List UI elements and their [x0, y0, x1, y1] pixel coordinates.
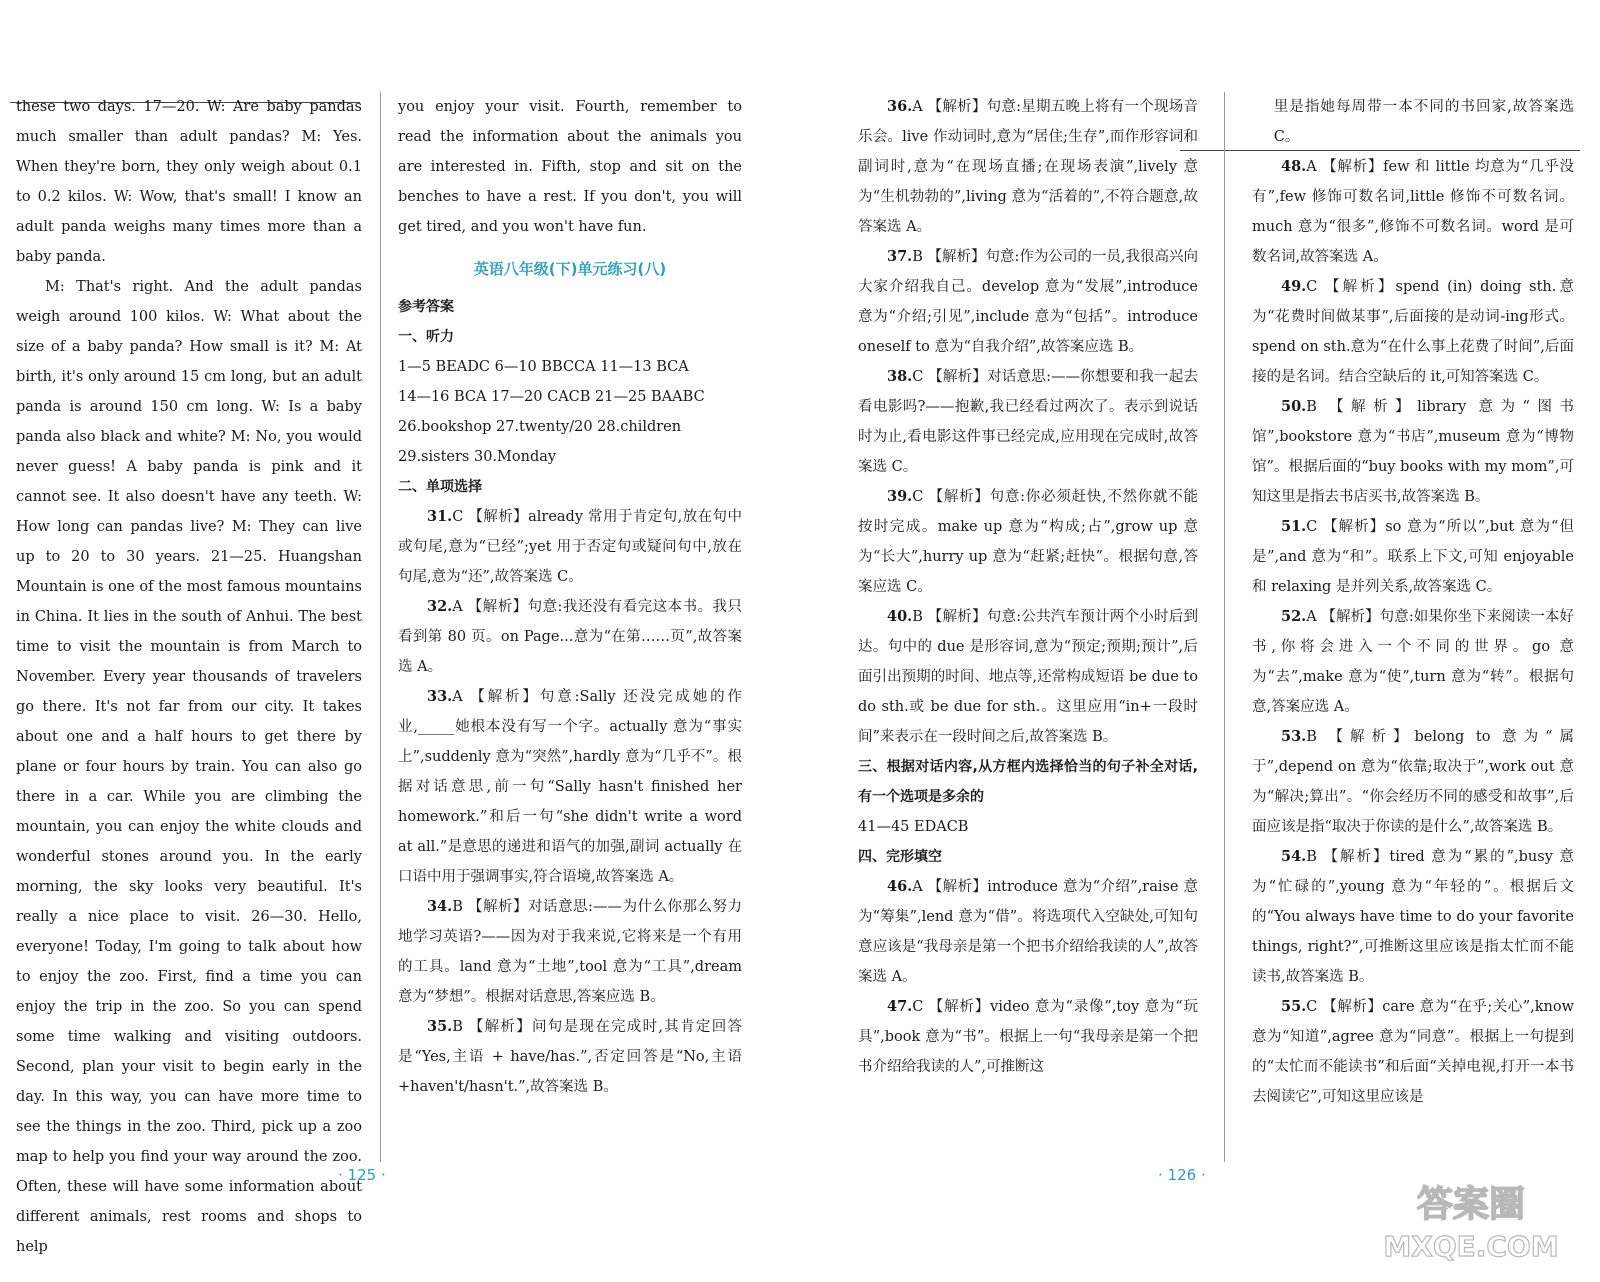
- reference-label: 参考答案: [398, 299, 454, 315]
- item-text: B 【解析】belong to 意为“属于”,depend on 意为“依靠;取决于”,work out 意为“解决;算出”。“你会经历不同的感受和故事”,后面应该是指“取决于你读的是什么”,故答案选 B。: [1252, 729, 1574, 835]
- item-text: B 【解析】句意:公共汽车预计两个小时后到达。句中的 due 是形容词,意为“预定;预期;预计”,后面引出预期的时间、地点等,还常构成短语 be due to do sth.或 be due for sth.。这里应用“in+一段时间”来表示在一段时间之后,故答案选 B。: [858, 609, 1198, 745]
- item-text: A 【解析】句意:星期五晚上将有一个现场音乐会。live 作动词时,意为“居住;生存”,而作形容词和副词时,意为“在现场直播;在现场表演”,lively 意为“生机勃勃的”,living 意为“活着的”,不符合题意,故答案选 A。: [858, 99, 1198, 235]
- item-text: A 【解析】introduce 意为“介绍”,raise 意为“筹集”,lend 意为“借”。将选项代入空缺处,可知句意应该是“我母亲是第一个把书介绍给我读的人”,故答案选 A。: [858, 879, 1198, 985]
- answer-item: [858, 482, 1198, 602]
- left-page-column-1: [16, 92, 362, 1255]
- answer-item: [1252, 152, 1574, 272]
- unit-title: 英语八年级(下)单元练习(八): [473, 260, 667, 278]
- listening-answer-row: 1—5 BEADC 6—10 BBCCA 11—13 BCA: [398, 359, 689, 375]
- page-number-left-value: 125: [347, 1166, 377, 1184]
- item-text: C 【解析】already 常用于肯定句,放在句中或句尾,意为“已经”;yet 用于否定句或疑问句中,放在句尾,意为“还”,故答案选 C。: [398, 509, 742, 585]
- item-text: C 【解析】care 意为“在乎;关心”,know 意为“知道”,agree 意为“同意”。根据上一句提到的“太忙而不能读书”和后面“关掉电视,打开一本书去阅读它”,可知这里应该是: [1252, 999, 1574, 1105]
- page-number-right-value: 126: [1167, 1166, 1197, 1184]
- item-number: 32.: [427, 598, 453, 615]
- item-text: B 【解析】tired 意为“累的”,busy 意为“忙碌的”,young 意为“年轻的”。根据后文的“You always have time to do your favorite things, right?”,可推断这里应该是指太忙而不能读书,故答案选 B。: [1252, 849, 1574, 985]
- item-number: 50.: [1281, 398, 1307, 415]
- item-number: 35.: [427, 1018, 453, 1035]
- item-number: 46.: [887, 878, 913, 895]
- left-page-column-2: [398, 92, 742, 1162]
- section-2-title: 二、单项选择: [398, 479, 482, 495]
- item-text: A 【解析】句意:我还没有看完这本书。我只看到第 80 页。on Page...意为“在第……页”,故答案选 A。: [398, 599, 742, 675]
- listening-script-para-1: these two days. 17—20. W: Are baby pandas much smaller than adult pandas? M: Yes. When they're born, they only weigh about 0.1 to 0.2 kilos. W: Wow, that's small! I know an adult panda weighs many times more than a baby panda.: [16, 99, 362, 265]
- continued-text: 里是指她每周带一本不同的书回家,故答案选 C。: [1273, 99, 1574, 145]
- listening-script-para-3: you enjoy your visit. Fourth, remember to read the information about the animals you are interested in. Fifth, stop and sit on the benches to have a rest. If you don't, you will get tired, and you won't have fun.: [398, 99, 742, 235]
- column-divider-left: [380, 92, 381, 1162]
- item-number: 53.: [1281, 728, 1307, 745]
- answer-item: [1252, 602, 1574, 722]
- watermark-graphic: [1366, 1174, 1576, 1264]
- listening-script-para-2: M: That's right. And the adult pandas weigh around 100 kilos. W: What about the size of a baby panda? How small is it? M: At birth, it's only around 15 cm long, but an adult panda is around 150 cm long. W: Is a baby panda also black and white? M: No, you would never guess! A baby panda is pink and it cannot see. It also doesn't have any teeth. W: How long can pandas live? M: They can live up to 20 to 30 years. 21—25. Huangshan Mountain is one of the most famous mountains in China. It lies in the south of Anhui. The best time to visit the mountain is from March to November. Every year thousands of travelers go there. It's not far from our city. It takes about one and a half hours to get there by plane or four hours by train. You can also go there in a car. While you are climbing the mountain, you can enjoy the white clouds and wonderful stones around you. In the early morning, the sky looks very beautiful. It's really a nice place to visit. 26—30. Hello, everyone! Today, I'm going to talk about how to enjoy the zoo. First, find a time you can enjoy the trip in the zoo. So you can spend some time walking and visiting outdoors. Second, plan your visit to begin early in the day. In this way, you can have more time to see the things in the zoo. Third, pick up a zoo map to help you find your way around the zoo. Often, these will have some information about different animals, rest rooms and shops to help: [16, 279, 362, 1255]
- item-number: 47.: [887, 998, 913, 1015]
- answer-item: [1252, 512, 1574, 602]
- answer-item: [398, 1012, 742, 1102]
- item-text: B 【解析】句意:作为公司的一员,我很高兴向大家介绍我自己。develop 意为“发展”,introduce 意为“介绍;引见”,include 意为“包括”。introduce oneself to 意为“自我介绍”,故答案应选 B。: [858, 249, 1198, 355]
- item-text: A 【解析】few 和 little 均意为“几乎没有”,few 修饰可数名词,little 修饰不可数名词。much 意为“很多”,修饰不可数名词。word 是可数名词,故答案选 A。: [1252, 159, 1574, 265]
- answer-item: [858, 602, 1198, 752]
- page-number-left: · 125 ·: [338, 1166, 386, 1184]
- answer-item: [1252, 842, 1574, 992]
- answer-item: [1252, 992, 1574, 1112]
- item-number: 34.: [427, 898, 453, 915]
- column-divider-right: [1224, 92, 1225, 1162]
- item-number: 38.: [887, 368, 913, 385]
- watermark-text-1: 答案圈: [1416, 1184, 1526, 1225]
- item-number: 40.: [887, 608, 913, 625]
- answer-item: [1252, 272, 1574, 392]
- item-number: 33.: [427, 688, 453, 705]
- section-1-title: 一、听力: [398, 329, 454, 345]
- answer-item: [398, 682, 742, 892]
- item-text: C 【解析】句意:你必须赶快,不然你就不能按时完成。make up 意为“构成;占”,grow up 意为“长大”,hurry up 意为“赶紧;赶快”。根据句意,答案应选 C。: [858, 489, 1198, 595]
- section-3-title: 三、根据对话内容,从方框内选择恰当的句子补全对话,有一个选项是多余的: [858, 759, 1198, 805]
- answer-item: [398, 892, 742, 1012]
- answer-item: [1252, 392, 1574, 512]
- item-number: 54.: [1281, 848, 1307, 865]
- item-number: 39.: [887, 488, 913, 505]
- listening-answer-row: 26.bookshop 27.twenty/20 28.children: [398, 419, 682, 435]
- item-text: A 【解析】句意:Sally 还没完成她的作业,_____她根本没有写一个字。actually 意为“事实上”,suddenly 意为“突然”,hardly 意为“几乎不”。根据对话意思,前一句“Sally hasn't finished her homework.”和后一句“she didn't write a word at all.”是意思的递进和语气的加强,副词 actually 在口语中用于强调事实,符合语境,故答案选 A。: [398, 689, 742, 885]
- watermark-logo: [1366, 1174, 1576, 1264]
- item-text: C 【解析】spend (in) doing sth.意为“花费时间做某事”,后面接的是动词-ing形式。spend on sth.意为“在什么事上花费了时间”,后面接的是名词。结合空缺后的 it,可知答案选 C。: [1252, 279, 1574, 385]
- section-4-title: 四、完形填空: [858, 849, 942, 865]
- answer-item: [858, 992, 1198, 1082]
- item-number: 37.: [887, 248, 913, 265]
- right-page-column-1: [858, 92, 1198, 1172]
- answer-item: [858, 362, 1198, 482]
- answer-item: [398, 502, 742, 592]
- item-text: B 【解析】问句是现在完成时,其肯定回答是“Yes,主语 + have/has.”,否定回答是“No,主语+haven't/hasn't.”,故答案选 B。: [398, 1019, 742, 1095]
- watermark-text-2: MXQE.COM: [1383, 1230, 1559, 1263]
- section-3-answer: 41—45 EDACB: [858, 819, 969, 835]
- item-number: 36.: [887, 98, 913, 115]
- answer-item: [858, 872, 1198, 992]
- item-text: B 【解析】library 意为“图书馆”,bookstore 意为“书店”,museum 意为“博物馆”。根据后面的“buy books with my mom”,可知这里是指去书店买书,故答案选 B。: [1252, 399, 1574, 505]
- answer-item: [858, 242, 1198, 362]
- answer-item: [398, 592, 742, 682]
- item-text: C 【解析】so 意为“所以”,but 意为“但是”,and 意为“和”。联系上下文,可知 enjoyable 和 relaxing 是并列关系,故答案选 C。: [1252, 519, 1574, 595]
- answer-item: [1252, 722, 1574, 842]
- right-page-column-2: [1252, 92, 1574, 1192]
- listening-answer-row: 29.sisters 30.Monday: [398, 449, 557, 465]
- listening-answer-row: 14—16 BCA 17—20 CACB 21—25 BAABC: [398, 389, 705, 405]
- item-number: 51.: [1281, 518, 1307, 535]
- item-text: C 【解析】对话意思:——你想要和我一起去看电影吗?——抱歉,我已经看过两次了。表示到说话时为止,看电影这件事已经完成,应用现在完成时,故答案选 C。: [858, 369, 1198, 475]
- item-number: 31.: [427, 508, 453, 525]
- item-number: 48.: [1281, 158, 1307, 175]
- item-number: 49.: [1281, 278, 1307, 295]
- item-number: 52.: [1281, 608, 1307, 625]
- item-text: C 【解析】video 意为“录像”,toy 意为“玩具”,book 意为“书”。根据上一句“我母亲是第一个把书介绍给我读的人”,可推断这: [858, 999, 1198, 1075]
- item-number: 55.: [1281, 998, 1307, 1015]
- item-text: B 【解析】对话意思:——为什么你那么努力地学习英语?——因为对于我来说,它将来是一个有用的工具。land 意为“土地”,tool 意为“工具”,dream 意为“梦想”。根据对话意思,答案应选 B。: [398, 899, 742, 1005]
- page-number-right: · 126 ·: [1158, 1166, 1206, 1184]
- item-text: A 【解析】句意:如果你坐下来阅读一本好书,你将会进入一个不同的世界。go 意为“去”,make 意为“使”,turn 意为“转”。根据句意,答案应选 A。: [1252, 609, 1574, 715]
- answer-item: [858, 92, 1198, 242]
